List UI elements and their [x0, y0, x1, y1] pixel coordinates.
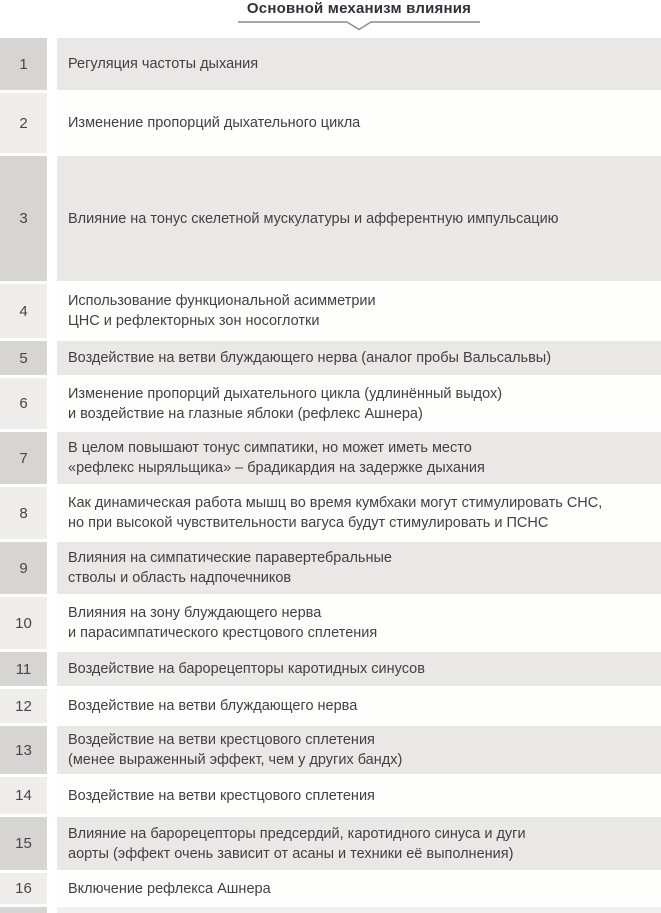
row-number-cell — [0, 284, 47, 338]
row-text-line: но при высокой чувствительности вагуса будут стимулировать и ПСНС — [68, 515, 549, 531]
row-text-line: Воздействие на ветви крестцового сплетения — [68, 787, 375, 804]
row-content-cell — [57, 341, 661, 375]
row-text-line: и воздействие на глазные яблоки (рефлекс Ашнера) — [68, 405, 423, 422]
table-row — [0, 652, 661, 686]
row-number-cell — [0, 777, 47, 814]
row-content-cell — [57, 378, 661, 429]
row-number: 3 — [19, 210, 28, 227]
row-text-line: (менее выраженный эффект, чем у других бандх) — [68, 752, 403, 768]
row-text-line: Регуляция частоты дыхания — [68, 56, 259, 72]
row-number-cell — [0, 542, 47, 594]
row-text-line: Использование функциональной асимметрии — [68, 293, 376, 309]
row-text-line: Влияние на барорецепторы предсердий, каротидного синуса и дуги — [68, 825, 526, 842]
row-content-cell — [57, 907, 661, 913]
table-row — [0, 817, 661, 870]
row-number: 10 — [15, 614, 32, 632]
row-number-cell — [0, 38, 47, 90]
row-number-cell — [0, 487, 47, 539]
row-number: 2 — [19, 114, 28, 132]
row-number-cell — [0, 432, 47, 484]
row-number-cell — [0, 689, 47, 723]
table-row — [0, 689, 661, 723]
row-content-cell — [57, 93, 661, 153]
row-content-cell — [57, 817, 661, 870]
row-number-cell — [0, 873, 47, 904]
row-number: 9 — [19, 559, 28, 577]
table-row — [0, 156, 661, 281]
row-number-cell — [0, 597, 47, 649]
row-text-line: В целом повышают тонус симпатики, но может иметь место — [68, 440, 472, 456]
row-number: 12 — [15, 697, 32, 715]
table-row — [0, 341, 661, 375]
row-content-cell — [57, 777, 661, 814]
row-content-cell — [57, 284, 661, 338]
table-row — [0, 378, 661, 429]
row-number-cell — [0, 817, 47, 870]
row-text-line: Как динамическая работа мышц во время кумбхаки могут стимулировать СНС, — [68, 495, 603, 511]
table-header — [57, 0, 661, 31]
table-row — [0, 432, 661, 484]
row-text-line: и парасимпатического крестцового сплетения — [68, 625, 378, 641]
row-text-line: Влияние на тонус скелетной мускулатуры и афферентную импульсацию — [68, 210, 559, 227]
table-row — [0, 487, 661, 539]
row-text-line: Включение рефлекса Ашнера — [68, 880, 271, 897]
table-row — [0, 597, 661, 649]
row-number-cell — [0, 378, 47, 429]
table-row — [0, 542, 661, 594]
row-content-cell — [57, 432, 661, 484]
row-number: 11 — [15, 660, 32, 678]
row-content-cell — [57, 689, 661, 723]
row-number-cell — [0, 726, 47, 774]
row-text-line: Воздействие на барорецепторы каротидных синусов — [68, 661, 425, 677]
table-row — [0, 777, 661, 814]
row-text-line: Изменение пропорций дыхательного цикла (удлинённый выдох) — [68, 385, 503, 402]
row-text-line: Воздействие на ветви блуждающего нерва (аналог пробы Вальсальвы) — [68, 350, 552, 366]
row-text-line: Влияния на зону блуждающего нерва — [68, 605, 322, 621]
row-number: 1 — [19, 55, 28, 73]
row-text-line: стволы и область надпочечников — [68, 570, 292, 586]
row-content-cell — [57, 38, 661, 90]
page-title: Основной механизм влияния — [246, 0, 472, 17]
brace-divider-line — [238, 21, 480, 31]
row-text-line: «рефлекс ныряльщика» – брадикардия на задержке дыхания — [68, 460, 485, 476]
row-content-cell — [57, 597, 661, 649]
mechanism-table — [0, 38, 661, 904]
row-number: 8 — [19, 504, 28, 522]
row-number-cell — [0, 93, 47, 153]
row-number: 13 — [15, 741, 32, 759]
table-row — [0, 284, 661, 338]
table-row — [0, 726, 661, 774]
row-content-cell — [57, 542, 661, 594]
row-number: 16 — [15, 880, 32, 897]
table-row — [0, 93, 661, 153]
row-number: 6 — [19, 395, 28, 412]
row-number: 7 — [19, 449, 28, 467]
row-text-line: Изменение пропорций дыхательного цикла — [68, 115, 361, 131]
row-number: 14 — [15, 787, 32, 804]
row-text-line: Воздействие на ветви блуждающего нерва — [68, 698, 358, 714]
row-content-cell — [57, 873, 661, 904]
row-number: 4 — [19, 302, 28, 320]
row-text-line: аорты (эффект очень зависит от асаны и техники её выполнения) — [68, 845, 514, 862]
row-number-cell — [0, 907, 47, 913]
table-row — [0, 38, 661, 90]
row-number-cell — [0, 652, 47, 686]
row-content-cell — [57, 652, 661, 686]
row-number-cell — [0, 341, 47, 375]
row-content-cell — [57, 487, 661, 539]
row-text-line: Воздействие на ветви крестцового сплетения — [68, 732, 375, 748]
table-row — [0, 873, 661, 904]
table-row-cutoff — [0, 907, 661, 913]
row-number: 5 — [19, 349, 28, 367]
row-content-cell — [57, 726, 661, 774]
row-text-line: ЦНС и рефлекторных зон носоглотки — [68, 313, 320, 329]
row-text-line: Влияния на симпатические паравертебральные — [68, 550, 392, 566]
row-content-cell — [57, 156, 661, 281]
row-number: 15 — [15, 835, 32, 852]
row-number-cell — [0, 156, 47, 281]
